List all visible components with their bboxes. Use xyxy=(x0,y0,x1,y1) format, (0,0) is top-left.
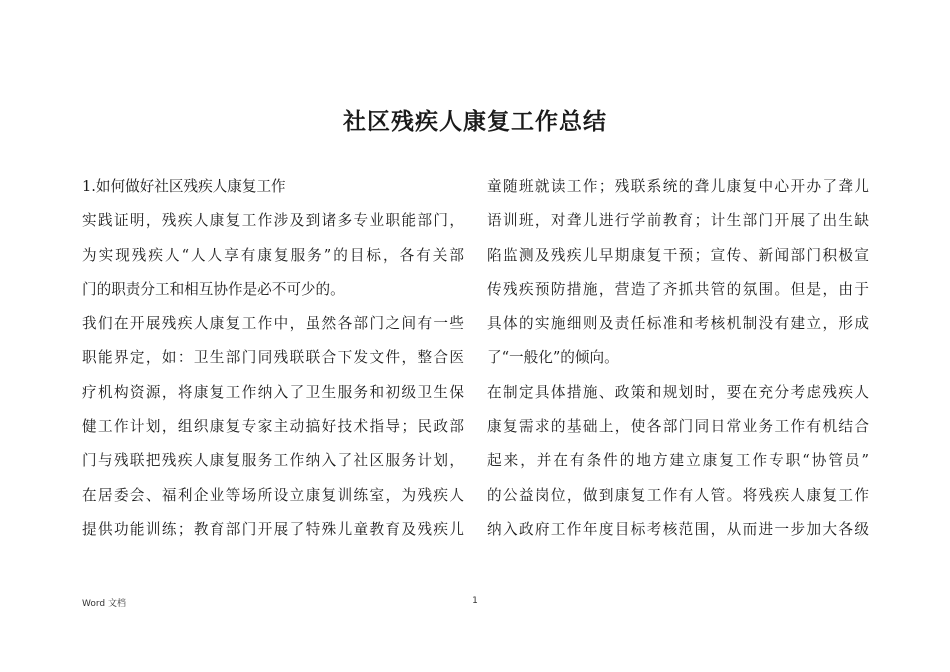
text-line: 的公益岗位，做到康复工作有人管。将残疾人康复工作 xyxy=(487,486,869,504)
text-line: 在制定具体措施、政策和规划时，要在充分考虑残疾人 xyxy=(487,383,869,401)
text-line: 门的职责分工和相互协作是必不可少的。 xyxy=(82,280,345,298)
right-text-column xyxy=(487,170,869,547)
text-line: 提供功能训练；教育部门开展了特殊儿童教育及残疾儿 xyxy=(82,520,464,538)
text-line: 纳入政府工作年度目标考核范围，从而进一步加大各级 xyxy=(487,520,869,538)
text-line: 门与残联把残疾人康复服务工作纳入了社区服务计划， xyxy=(82,452,464,470)
left-text-column xyxy=(82,170,464,547)
text-line: 1.如何做好社区残疾人康复工作 xyxy=(82,178,286,195)
page-number: 1 xyxy=(472,596,478,606)
text-line: 传残疾预防措施，营造了齐抓共管的氛围。但是，由于 xyxy=(487,280,869,298)
text-line: 具体的实施细则及责任标准和考核机制没有建立，形成 xyxy=(487,315,869,333)
footer-label: Word 文档 xyxy=(82,599,126,609)
text-line: 我们在开展残疾人康复工作中，虽然各部门之间有一些 xyxy=(82,315,464,333)
text-line: 实践证明，残疾人康复工作涉及到诸多专业职能部门， xyxy=(82,212,464,230)
text-line: 语训班，对聋儿进行学前教育；计生部门开展了出生缺 xyxy=(487,212,869,230)
text-line: 疗机构资源，将康复工作纳入了卫生服务和初级卫生保 xyxy=(82,383,464,401)
text-line: 健工作计划，组织康复专家主动搞好技术指导；民政部 xyxy=(82,418,464,436)
text-line: 职能界定，如：卫生部门同残联联合下发文件，整合医 xyxy=(82,349,464,367)
text-line: 了“一般化”的倾向。 xyxy=(487,349,619,367)
text-line: 童随班就读工作；残联系统的聋儿康复中心开办了聋儿 xyxy=(487,178,869,195)
document-title: 社区残疾人康复工作总结 xyxy=(343,108,607,135)
text-line: 陷监测及残疾儿早期康复干预；宣传、新闻部门积极宣 xyxy=(487,246,869,264)
text-line: 在居委会、福利企业等场所设立康复训练室，为残疾人 xyxy=(82,486,464,504)
text-line: 康复需求的基础上，使各部门同日常业务工作有机结合 xyxy=(487,418,869,436)
text-line: 起来，并在有条件的地方建立康复工作专职“协管员” xyxy=(487,452,869,470)
text-line: 为实现残疾人“人人享有康复服务”的目标，各有关部 xyxy=(82,246,464,264)
